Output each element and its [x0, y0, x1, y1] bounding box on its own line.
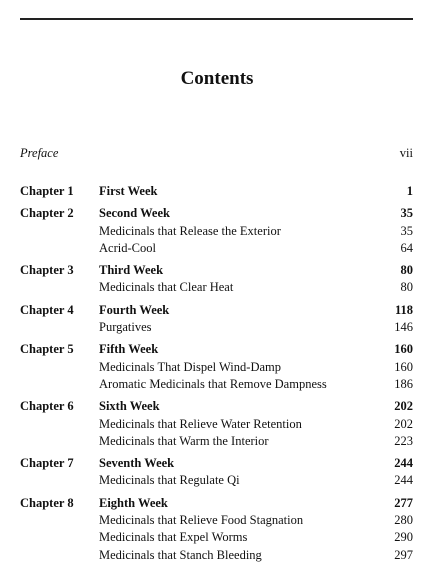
section-page: 64: [400, 240, 413, 255]
section-title: Medicinals that Warm the Interior: [99, 433, 269, 448]
chapter-title: First Week: [99, 184, 158, 198]
section-page: 146: [394, 320, 413, 335]
section-page: 290: [394, 530, 413, 545]
table-of-contents: [20, 183, 413, 569]
section-page: 202: [394, 416, 413, 431]
chapter-heading-row[interactable]: [20, 495, 413, 512]
chapter-heading-row[interactable]: [20, 398, 413, 415]
section-entry-row[interactable]: [20, 472, 413, 489]
chapter-number: Chapter 6: [20, 399, 74, 414]
chapter-number: Chapter 1: [20, 184, 74, 198]
chapter-number: Chapter 8: [20, 495, 74, 510]
chapter-page: 118: [394, 302, 413, 317]
chapter-block: [20, 205, 413, 257]
chapter-title: Eighth Week: [99, 495, 168, 510]
chapter-page: 277: [394, 495, 413, 510]
chapter-heading-row[interactable]: [20, 302, 413, 319]
section-title: Purgatives: [99, 320, 152, 335]
section-title: Medicinals that Release the Exterior: [99, 223, 281, 238]
chapter-page: 244: [394, 456, 413, 471]
chapter-title: Third Week: [99, 263, 164, 278]
chapter-heading-row[interactable]: [20, 205, 413, 222]
section-entry-row[interactable]: [20, 433, 413, 450]
preface-label: Preface: [20, 146, 59, 160]
section-entry-row[interactable]: [20, 512, 413, 529]
section-entry-row[interactable]: [20, 529, 413, 546]
chapter-page: 1: [406, 184, 413, 198]
chapter-page: 80: [400, 263, 413, 278]
section-page: 186: [394, 376, 413, 391]
section-entry-row[interactable]: [20, 223, 413, 240]
section-page: 80: [400, 280, 413, 295]
chapter-title: Sixth Week: [99, 399, 160, 414]
section-title: Medicinals that Regulate Qi: [99, 473, 240, 488]
section-title: Medicinals that Relieve Water Retention: [99, 416, 302, 431]
chapter-title: Seventh Week: [99, 456, 175, 471]
top-rule: [20, 18, 413, 20]
chapter-block: [20, 341, 413, 393]
chapter-block: [20, 183, 413, 200]
chapter-block: [20, 302, 413, 337]
preface-page: vii: [399, 146, 413, 160]
section-page: 223: [394, 433, 413, 448]
section-title: Medicinals That Dispel Wind-Damp: [99, 359, 281, 374]
chapter-heading-row[interactable]: [20, 262, 413, 279]
chapter-block: [20, 398, 413, 450]
section-page: 35: [400, 223, 413, 238]
chapter-title: Fifth Week: [99, 342, 159, 357]
chapter-block: [20, 455, 413, 490]
section-title: Aromatic Medicinals that Remove Dampness: [99, 376, 327, 391]
section-entry-row[interactable]: [20, 240, 413, 257]
page-title: Contents: [180, 68, 254, 89]
chapter-page: 160: [394, 342, 413, 357]
chapter-number: Chapter 2: [20, 206, 74, 221]
chapter-number: Chapter 7: [20, 456, 74, 471]
section-entry-row[interactable]: [20, 319, 413, 336]
chapter-heading-row[interactable]: [20, 341, 413, 358]
section-entry-row[interactable]: [20, 279, 413, 296]
chapter-block: [20, 262, 413, 297]
section-page: 297: [394, 547, 413, 562]
section-title: Medicinals that Relieve Food Stagnation: [99, 513, 304, 528]
section-title: Medicinals that Stanch Bleeding: [99, 547, 262, 562]
section-entry-row[interactable]: [20, 416, 413, 433]
section-title: Medicinals that Expel Worms: [99, 530, 248, 545]
section-entry-row[interactable]: [20, 359, 413, 376]
section-title: Acrid-Cool: [99, 240, 156, 255]
chapter-heading-row[interactable]: [20, 455, 413, 472]
chapter-page: 202: [394, 399, 413, 414]
chapter-page: 35: [400, 206, 413, 221]
chapter-number: Chapter 3: [20, 263, 74, 278]
chapter-title: Second Week: [99, 206, 170, 221]
section-page: 244: [394, 473, 413, 488]
chapter-number: Chapter 4: [20, 302, 74, 317]
section-entry-row[interactable]: [20, 376, 413, 393]
section-page: 160: [394, 359, 413, 374]
section-entry-row[interactable]: [20, 547, 413, 564]
chapter-title: Fourth Week: [99, 302, 170, 317]
chapter-block: [20, 495, 413, 564]
chapter-number: Chapter 5: [20, 342, 74, 357]
section-page: 280: [394, 513, 413, 528]
chapter-heading-row[interactable]: [20, 183, 413, 200]
preface-entry[interactable]: [20, 146, 413, 162]
section-title: Medicinals that Clear Heat: [99, 280, 234, 295]
